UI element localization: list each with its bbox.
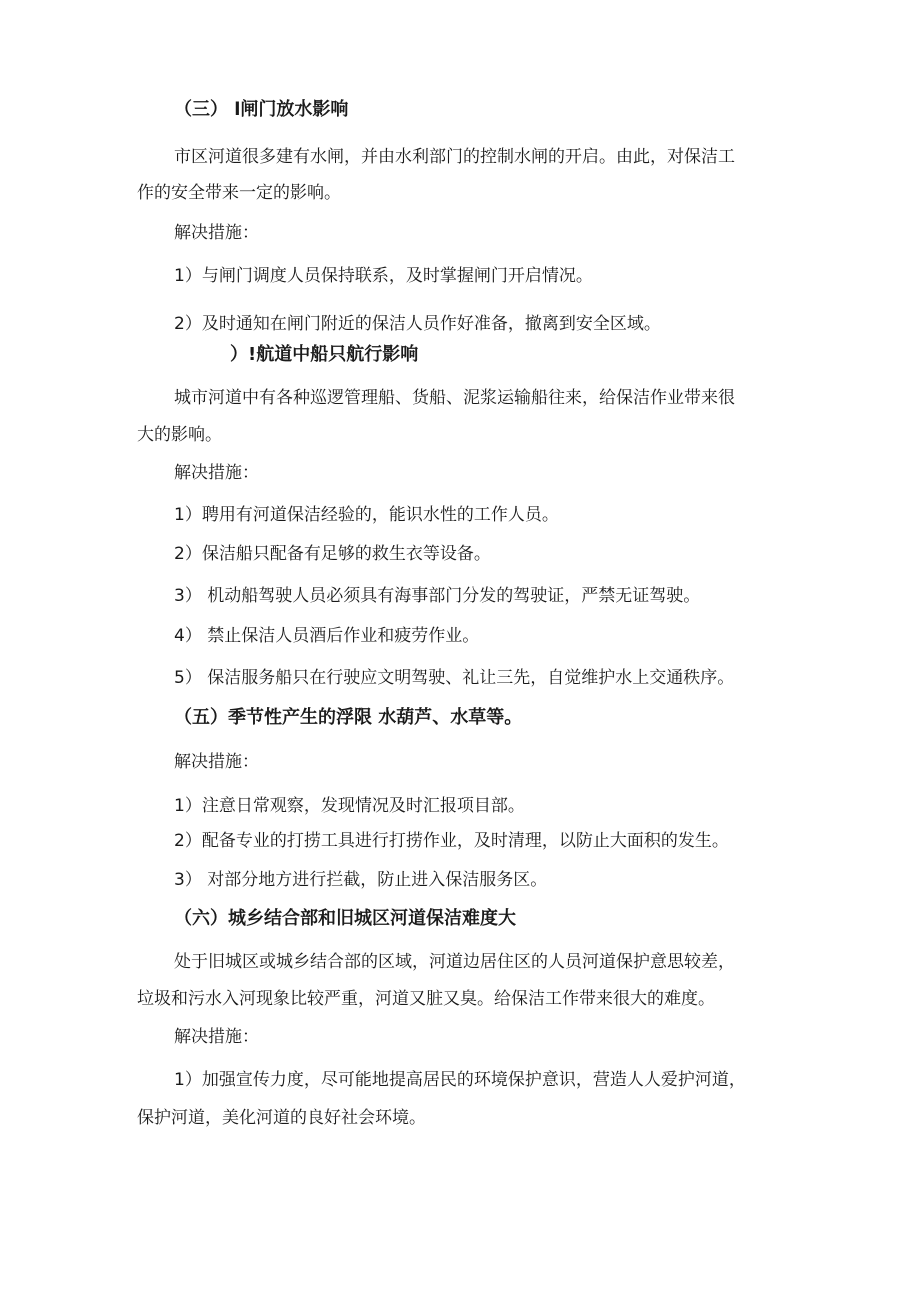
measure-item-continuation: 保护河道，美化河道的良好社会环境。 — [137, 1108, 426, 1128]
paragraph-line: 作的安全带来一定的影响。 — [137, 183, 341, 203]
paragraph-line: 市区河道很多建有水闸，并由水利部门的控制水闸的开启。由此，对保洁工 — [174, 147, 735, 167]
measure-item: 1）与闸门调度人员保持联系，及时掌握闸门开启情况。 — [174, 266, 593, 286]
measure-item: 1）加强宣传力度，尽可能地提高居民的环境保护意识，营造人人爱护河道， — [174, 1070, 746, 1090]
paragraph-line: 处于旧城区或城乡结合部的区域，河道边居住区的人员河道保护意思较差， — [174, 952, 735, 972]
paragraph-line: 城市河道中有各种巡逻管理船、货船、泥浆运输船往来，给保洁作业带来很 — [174, 388, 735, 408]
measures-label: 解决措施： — [174, 752, 259, 772]
measures-label: 解决措施： — [174, 463, 259, 483]
section-heading: （三） l闸门放水影响 — [174, 99, 349, 120]
measure-item: 5） 保洁服务船只在行驶应文明驾驶、礼让三先，自觉维护水上交通秩序。 — [174, 668, 735, 688]
section-heading: （五）季节性产生的浮限 水葫芦、水草等。 — [174, 707, 523, 728]
measure-item: 1）注意日常观察，发现情况及时汇报项目部。 — [174, 796, 525, 816]
section-heading: ）!航道中船只航行影响 — [230, 344, 419, 365]
measure-item: 2）及时通知在闸门附近的保洁人员作好准备，撤离到安全区域。 — [174, 314, 661, 334]
section-heading: （六）城乡结合部和旧城区河道保洁难度大 — [174, 908, 516, 929]
measures-label: 解决措施： — [174, 1027, 259, 1047]
paragraph-line: 垃圾和污水入河现象比较严重，河道又脏又臭。给保洁工作带来很大的难度。 — [137, 989, 715, 1009]
paragraph-line: 大的影响。 — [137, 425, 222, 445]
measure-item: 3） 机动船驾驶人员必须具有海事部门分发的驾驶证，严禁无证驾驶。 — [174, 586, 701, 606]
measure-item: 3） 对部分地方进行拦截，防止进入保洁服务区。 — [174, 870, 548, 890]
measure-item: 2）配备专业的打捞工具进行打捞作业，及时清理，以防止大面积的发生。 — [174, 831, 729, 851]
measures-label: 解决措施： — [174, 223, 259, 243]
measure-item: 1）聘用有河道保洁经验的，能识水性的工作人员。 — [174, 505, 559, 525]
measure-item: 4） 禁止保洁人员酒后作业和疲劳作业。 — [174, 626, 480, 646]
measure-item: 2）保洁船只配备有足够的救生衣等设备。 — [174, 544, 491, 564]
